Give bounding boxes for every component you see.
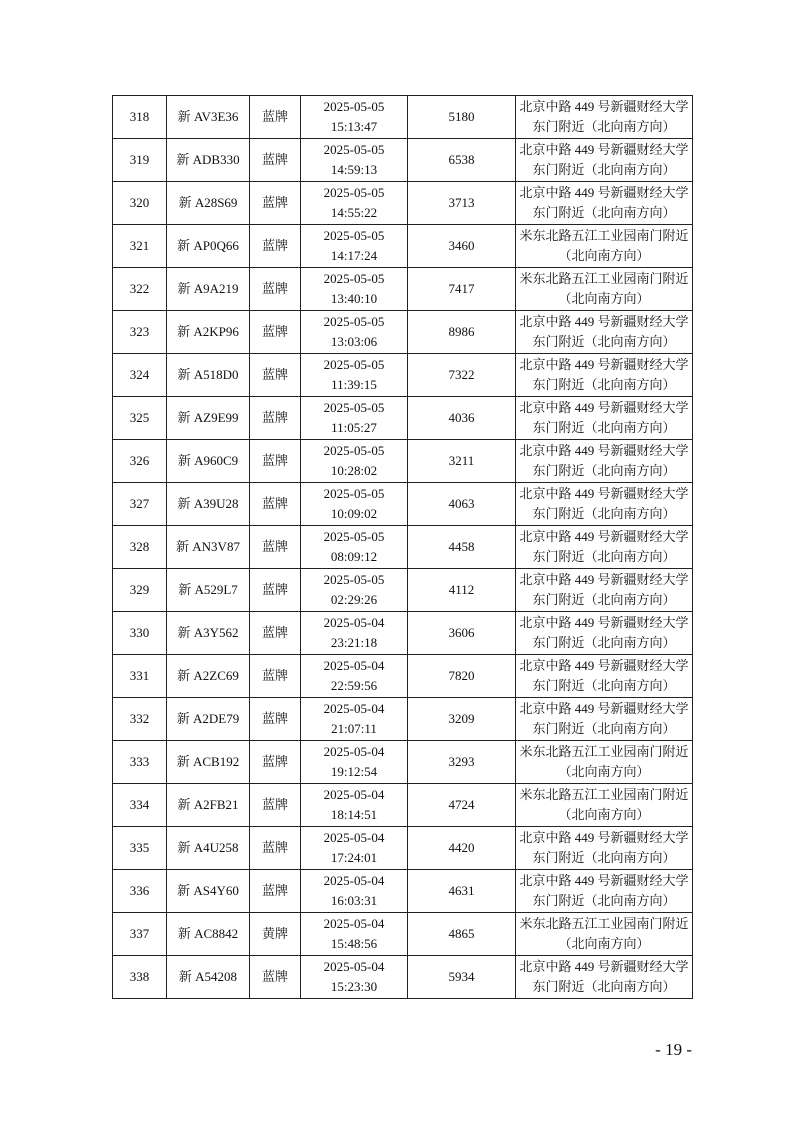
location-line-1: 北京中路 449 号新疆财经大学 (519, 959, 689, 974)
datetime-cell (301, 139, 408, 182)
amount-cell: 4420 (408, 827, 516, 870)
row-number-cell: 325 (113, 397, 167, 440)
amount-cell: 3293 (408, 741, 516, 784)
plate-color-cell: 蓝牌 (250, 827, 301, 870)
amount-cell: 4458 (408, 526, 516, 569)
row-number-cell: 336 (113, 870, 167, 913)
location-cell (516, 268, 693, 311)
plate-color-cell: 蓝牌 (250, 612, 301, 655)
amount-cell: 3209 (408, 698, 516, 741)
time-text: 08:09:12 (330, 549, 378, 564)
table-body (113, 96, 693, 999)
location-cell (516, 784, 693, 827)
row-number-cell: 318 (113, 96, 167, 139)
time-text: 13:40:10 (330, 291, 378, 306)
time-text: 14:17:24 (330, 248, 378, 263)
time-text: 14:55:22 (330, 205, 378, 220)
time-text: 11:39:15 (331, 377, 377, 392)
row-number-cell: 334 (113, 784, 167, 827)
date-text: 2025-05-04 (323, 615, 385, 630)
amount-cell: 3713 (408, 182, 516, 225)
row-number-cell: 320 (113, 182, 167, 225)
date-text: 2025-05-05 (323, 443, 385, 458)
table-row (113, 182, 693, 225)
location-line-2: （北向南方向） (558, 807, 650, 822)
table-row (113, 784, 693, 827)
time-text: 14:59:13 (330, 162, 378, 177)
table-row (113, 225, 693, 268)
plate-number-cell: 新 A3Y562 (167, 612, 250, 655)
amount-cell: 4724 (408, 784, 516, 827)
location-line-2: 东门附近（北向南方向） (532, 850, 676, 865)
datetime-cell (301, 311, 408, 354)
date-text: 2025-05-04 (323, 658, 385, 673)
datetime-cell (301, 612, 408, 655)
location-line-2: 东门附近（北向南方向） (532, 420, 676, 435)
datetime-cell (301, 569, 408, 612)
date-text: 2025-05-05 (323, 357, 385, 372)
plate-number-cell: 新 ACB192 (167, 741, 250, 784)
datetime-cell (301, 870, 408, 913)
location-line-2: 东门附近（北向南方向） (532, 893, 676, 908)
location-line-2: （北向南方向） (558, 248, 650, 263)
datetime-cell (301, 913, 408, 956)
location-line-1: 北京中路 449 号新疆财经大学 (519, 99, 689, 114)
location-line-2: 东门附近（北向南方向） (532, 463, 676, 478)
location-line-1: 北京中路 449 号新疆财经大学 (519, 486, 689, 501)
row-number-cell: 337 (113, 913, 167, 956)
plate-color-cell: 蓝牌 (250, 698, 301, 741)
location-line-1: 米东北路五江工业园南门附近 (519, 228, 689, 243)
table-row (113, 913, 693, 956)
datetime-cell (301, 397, 408, 440)
table-row (113, 569, 693, 612)
location-line-1: 北京中路 449 号新疆财经大学 (519, 400, 689, 415)
date-text: 2025-05-04 (323, 916, 385, 931)
amount-cell: 7820 (408, 655, 516, 698)
location-cell (516, 741, 693, 784)
location-cell (516, 655, 693, 698)
plate-color-cell: 蓝牌 (250, 268, 301, 311)
datetime-cell (301, 268, 408, 311)
location-line-1: 北京中路 449 号新疆财经大学 (519, 658, 689, 673)
table-row (113, 956, 693, 999)
time-text: 11:05:27 (331, 420, 377, 435)
date-text: 2025-05-05 (323, 99, 385, 114)
time-text: 17:24:01 (330, 850, 378, 865)
time-text: 13:03:06 (330, 334, 378, 349)
amount-cell: 4865 (408, 913, 516, 956)
location-cell (516, 96, 693, 139)
date-text: 2025-05-04 (323, 830, 385, 845)
date-text: 2025-05-04 (323, 787, 385, 802)
location-line-2: 东门附近（北向南方向） (532, 506, 676, 521)
plate-color-cell: 蓝牌 (250, 870, 301, 913)
row-number-cell: 335 (113, 827, 167, 870)
location-cell (516, 569, 693, 612)
plate-color-cell: 蓝牌 (250, 741, 301, 784)
location-line-1: 北京中路 449 号新疆财经大学 (519, 830, 689, 845)
table-row (113, 311, 693, 354)
amount-cell: 4036 (408, 397, 516, 440)
datetime-cell (301, 96, 408, 139)
time-text: 23:21:18 (330, 635, 378, 650)
time-text: 21:07:11 (331, 721, 377, 736)
date-text: 2025-05-04 (323, 959, 385, 974)
page-number: - 19 - (655, 1040, 692, 1059)
location-cell (516, 225, 693, 268)
plate-number-cell: 新 A2FB21 (167, 784, 250, 827)
location-line-2: 东门附近（北向南方向） (532, 635, 676, 650)
plate-color-cell: 蓝牌 (250, 956, 301, 999)
time-text: 18:14:51 (330, 807, 378, 822)
plate-number-cell: 新 ADB330 (167, 139, 250, 182)
time-text: 19:12:54 (330, 764, 378, 779)
date-text: 2025-05-05 (323, 271, 385, 286)
datetime-cell (301, 698, 408, 741)
time-text: 15:23:30 (330, 979, 378, 994)
table-row (113, 655, 693, 698)
location-line-2: 东门附近（北向南方向） (532, 334, 676, 349)
row-number-cell: 323 (113, 311, 167, 354)
row-number-cell: 326 (113, 440, 167, 483)
datetime-cell (301, 784, 408, 827)
location-line-1: 米东北路五江工业园南门附近 (519, 744, 689, 759)
plate-color-cell: 蓝牌 (250, 397, 301, 440)
row-number-cell: 324 (113, 354, 167, 397)
plate-color-cell: 蓝牌 (250, 225, 301, 268)
datetime-cell (301, 827, 408, 870)
amount-cell: 4112 (408, 569, 516, 612)
amount-cell: 3460 (408, 225, 516, 268)
plate-color-cell: 蓝牌 (250, 311, 301, 354)
row-number-cell: 333 (113, 741, 167, 784)
plate-color-cell: 蓝牌 (250, 139, 301, 182)
table-row (113, 827, 693, 870)
location-line-1: 北京中路 449 号新疆财经大学 (519, 314, 689, 329)
table-row (113, 870, 693, 913)
location-line-1: 北京中路 449 号新疆财经大学 (519, 357, 689, 372)
plate-number-cell: 新 A4U258 (167, 827, 250, 870)
datetime-cell (301, 225, 408, 268)
location-cell (516, 354, 693, 397)
plate-number-cell: 新 AZ9E99 (167, 397, 250, 440)
table-row (113, 612, 693, 655)
location-line-2: 东门附近（北向南方向） (532, 119, 676, 134)
table-row (113, 741, 693, 784)
violation-records-table (112, 95, 693, 999)
row-number-cell: 330 (113, 612, 167, 655)
location-line-2: （北向南方向） (558, 764, 650, 779)
time-text: 10:28:02 (330, 463, 378, 478)
plate-number-cell: 新 AV3E36 (167, 96, 250, 139)
table-row (113, 698, 693, 741)
location-line-1: 米东北路五江工业园南门附近 (519, 787, 689, 802)
datetime-cell (301, 182, 408, 225)
date-text: 2025-05-05 (323, 142, 385, 157)
location-line-2: 东门附近（北向南方向） (532, 979, 676, 994)
datetime-cell (301, 483, 408, 526)
row-number-cell: 332 (113, 698, 167, 741)
plate-number-cell: 新 AN3V87 (167, 526, 250, 569)
date-text: 2025-05-05 (323, 314, 385, 329)
plate-number-cell: 新 A518D0 (167, 354, 250, 397)
datetime-cell (301, 526, 408, 569)
location-cell (516, 526, 693, 569)
date-text: 2025-05-05 (323, 486, 385, 501)
location-cell (516, 139, 693, 182)
table-row (113, 139, 693, 182)
date-text: 2025-05-04 (323, 873, 385, 888)
plate-number-cell: 新 AS4Y60 (167, 870, 250, 913)
amount-cell: 5934 (408, 956, 516, 999)
plate-color-cell: 蓝牌 (250, 440, 301, 483)
table-row (113, 96, 693, 139)
location-line-1: 北京中路 449 号新疆财经大学 (519, 615, 689, 630)
location-line-2: 东门附近（北向南方向） (532, 549, 676, 564)
location-line-2: 东门附近（北向南方向） (532, 377, 676, 392)
plate-color-cell: 蓝牌 (250, 526, 301, 569)
date-text: 2025-05-05 (323, 572, 385, 587)
location-cell (516, 870, 693, 913)
location-line-1: 米东北路五江工业园南门附近 (519, 916, 689, 931)
table-row (113, 483, 693, 526)
amount-cell: 3606 (408, 612, 516, 655)
plate-color-cell: 蓝牌 (250, 354, 301, 397)
amount-cell: 5180 (408, 96, 516, 139)
location-cell (516, 440, 693, 483)
time-text: 02:29:26 (330, 592, 378, 607)
location-line-1: 北京中路 449 号新疆财经大学 (519, 443, 689, 458)
table-row (113, 268, 693, 311)
plate-color-cell: 蓝牌 (250, 96, 301, 139)
plate-color-cell: 蓝牌 (250, 182, 301, 225)
row-number-cell: 319 (113, 139, 167, 182)
location-cell (516, 311, 693, 354)
table-row (113, 526, 693, 569)
plate-color-cell: 黄牌 (250, 913, 301, 956)
location-cell (516, 827, 693, 870)
row-number-cell: 331 (113, 655, 167, 698)
row-number-cell: 338 (113, 956, 167, 999)
datetime-cell (301, 741, 408, 784)
plate-number-cell: 新 AP0Q66 (167, 225, 250, 268)
location-line-1: 北京中路 449 号新疆财经大学 (519, 142, 689, 157)
time-text: 15:13:47 (330, 119, 378, 134)
amount-cell: 7417 (408, 268, 516, 311)
time-text: 22:59:56 (330, 678, 378, 693)
row-number-cell: 328 (113, 526, 167, 569)
row-number-cell: 322 (113, 268, 167, 311)
date-text: 2025-05-05 (323, 400, 385, 415)
time-text: 15:48:56 (330, 936, 378, 951)
location-cell (516, 913, 693, 956)
amount-cell: 4631 (408, 870, 516, 913)
datetime-cell (301, 655, 408, 698)
location-cell (516, 483, 693, 526)
location-line-2: 东门附近（北向南方向） (532, 162, 676, 177)
location-cell (516, 182, 693, 225)
location-line-1: 北京中路 449 号新疆财经大学 (519, 572, 689, 587)
amount-cell: 6538 (408, 139, 516, 182)
amount-cell: 3211 (408, 440, 516, 483)
datetime-cell (301, 956, 408, 999)
date-text: 2025-05-05 (323, 529, 385, 544)
date-text: 2025-05-04 (323, 701, 385, 716)
plate-number-cell: 新 A39U28 (167, 483, 250, 526)
plate-number-cell: 新 A28S69 (167, 182, 250, 225)
plate-number-cell: 新 A2DE79 (167, 698, 250, 741)
date-text: 2025-05-05 (323, 228, 385, 243)
plate-number-cell: 新 A529L7 (167, 569, 250, 612)
location-line-2: 东门附近（北向南方向） (532, 721, 676, 736)
row-number-cell: 321 (113, 225, 167, 268)
location-line-1: 北京中路 449 号新疆财经大学 (519, 529, 689, 544)
plate-number-cell: 新 A960C9 (167, 440, 250, 483)
location-line-2: 东门附近（北向南方向） (532, 678, 676, 693)
location-line-2: 东门附近（北向南方向） (532, 592, 676, 607)
location-line-1: 米东北路五江工业园南门附近 (519, 271, 689, 286)
table-row (113, 440, 693, 483)
date-text: 2025-05-05 (323, 185, 385, 200)
plate-number-cell: 新 A2ZC69 (167, 655, 250, 698)
row-number-cell: 327 (113, 483, 167, 526)
amount-cell: 4063 (408, 483, 516, 526)
table-row (113, 354, 693, 397)
datetime-cell (301, 354, 408, 397)
plate-number-cell: 新 A2KP96 (167, 311, 250, 354)
row-number-cell: 329 (113, 569, 167, 612)
location-line-2: （北向南方向） (558, 291, 650, 306)
datetime-cell (301, 440, 408, 483)
location-line-1: 北京中路 449 号新疆财经大学 (519, 873, 689, 888)
location-cell (516, 612, 693, 655)
location-cell (516, 698, 693, 741)
location-line-1: 北京中路 449 号新疆财经大学 (519, 701, 689, 716)
location-cell (516, 397, 693, 440)
plate-number-cell: 新 A54208 (167, 956, 250, 999)
plate-color-cell: 蓝牌 (250, 655, 301, 698)
table-row (113, 397, 693, 440)
plate-number-cell: 新 AC8842 (167, 913, 250, 956)
amount-cell: 8986 (408, 311, 516, 354)
plate-number-cell: 新 A9A219 (167, 268, 250, 311)
location-line-2: 东门附近（北向南方向） (532, 205, 676, 220)
time-text: 16:03:31 (330, 893, 378, 908)
plate-color-cell: 蓝牌 (250, 483, 301, 526)
location-line-2: （北向南方向） (558, 936, 650, 951)
location-cell (516, 956, 693, 999)
time-text: 10:09:02 (330, 506, 378, 521)
date-text: 2025-05-04 (323, 744, 385, 759)
plate-color-cell: 蓝牌 (250, 784, 301, 827)
location-line-1: 北京中路 449 号新疆财经大学 (519, 185, 689, 200)
amount-cell: 7322 (408, 354, 516, 397)
plate-color-cell: 蓝牌 (250, 569, 301, 612)
